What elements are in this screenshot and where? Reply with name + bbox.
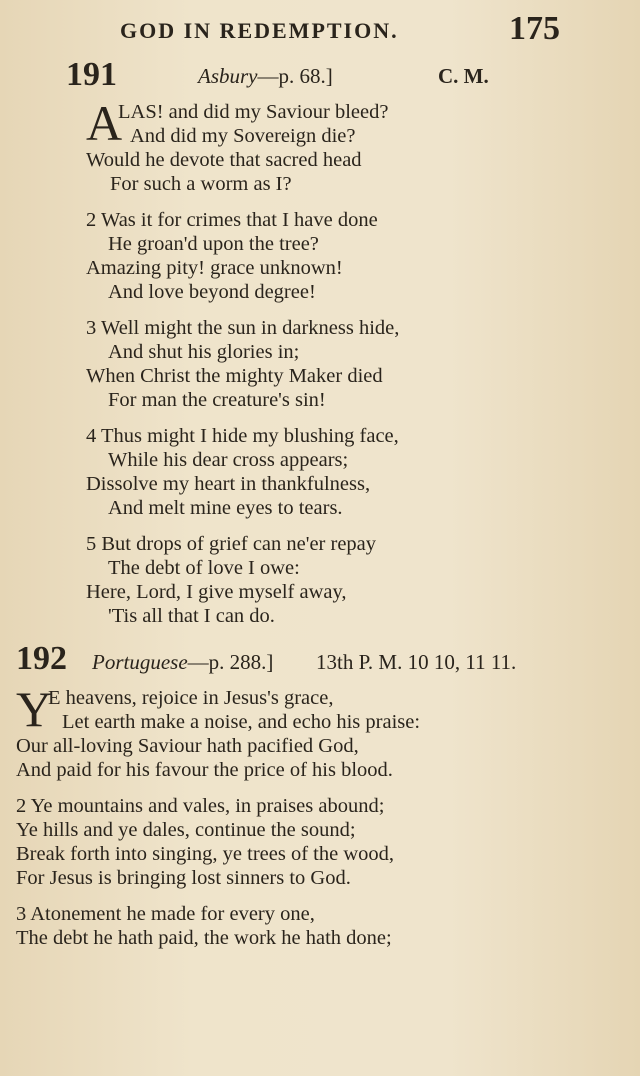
- verse-line: Would he devote that sacred head: [86, 149, 362, 171]
- tune-name: Asbury: [198, 64, 258, 88]
- verse-line: The debt of love I owe:: [108, 557, 300, 579]
- verse-line: Dissolve my heart in thankfulness,: [86, 473, 371, 495]
- verse-line: And did my Sovereign die?: [130, 125, 356, 147]
- tune-name: Portuguese: [92, 650, 188, 674]
- verse-line: And shut his glories in;: [108, 341, 300, 363]
- verse-line: The debt he hath paid, the work he hath done;: [16, 927, 392, 949]
- verse-line: For man the creature's sin!: [108, 389, 326, 411]
- meter: 13th P. M. 10 10, 11 11.: [316, 650, 517, 674]
- verse-line: E heavens, rejoice in Jesus's grace,: [48, 687, 334, 709]
- meter: C. M.: [438, 64, 489, 88]
- verse-line: 2 Ye mountains and vales, in praises abound;: [16, 795, 385, 817]
- verse-line: And paid for his favour the price of his blood.: [16, 759, 393, 781]
- verse-line: While his dear cross appears;: [108, 449, 349, 471]
- hymn-heading: [66, 56, 546, 96]
- tune-reference: [198, 64, 333, 89]
- running-title: GOD IN REDEMPTION.: [120, 18, 399, 43]
- verse-line: LAS! and did my Saviour bleed?: [118, 101, 389, 123]
- tune-reference: [92, 650, 273, 675]
- verse-line: 5 But drops of grief can ne'er repay: [86, 533, 377, 555]
- verse-line: 'Tis all that I can do.: [108, 605, 275, 627]
- verse-line: Ye hills and ye dales, continue the sound;: [16, 819, 356, 841]
- verse-line: Our all-loving Saviour hath pacified God,: [16, 735, 359, 757]
- verse-line: Here, Lord, I give myself away,: [86, 581, 347, 603]
- verse-line: Let earth make a noise, and echo his praise:: [62, 711, 421, 733]
- hymn-number: 192: [16, 640, 67, 677]
- hymn-heading: [16, 640, 616, 680]
- tune-page: —p. 68.]: [257, 64, 333, 88]
- verse-line: Break forth into singing, ye trees of the wood,: [16, 843, 395, 865]
- verse-line: And melt mine eyes to tears.: [108, 497, 343, 519]
- verse-line: When Christ the mighty Maker died: [86, 365, 383, 387]
- verse-line: Amazing pity! grace unknown!: [86, 257, 343, 279]
- verse-line: 4 Thus might I hide my blushing face,: [86, 425, 399, 447]
- verse-line: 3 Atonement he made for every one,: [16, 903, 315, 925]
- hymn-number: 191: [66, 56, 117, 93]
- page-header: [120, 10, 560, 50]
- verse-line: And love beyond degree!: [108, 281, 316, 303]
- verse-line: 2 Was it for crimes that I have done: [86, 209, 378, 231]
- verse-line: For such a worm as I?: [110, 173, 292, 195]
- verse-line: He groan'd upon the tree?: [108, 233, 319, 255]
- page-number: 175: [509, 10, 560, 47]
- verse-line: 3 Well might the sun in darkness hide,: [86, 317, 400, 339]
- tune-page: —p. 288.]: [187, 650, 274, 674]
- drop-cap: A: [86, 95, 123, 151]
- verse-line: For Jesus is bringing lost sinners to God.: [16, 867, 351, 889]
- drop-cap: Y: [16, 681, 53, 737]
